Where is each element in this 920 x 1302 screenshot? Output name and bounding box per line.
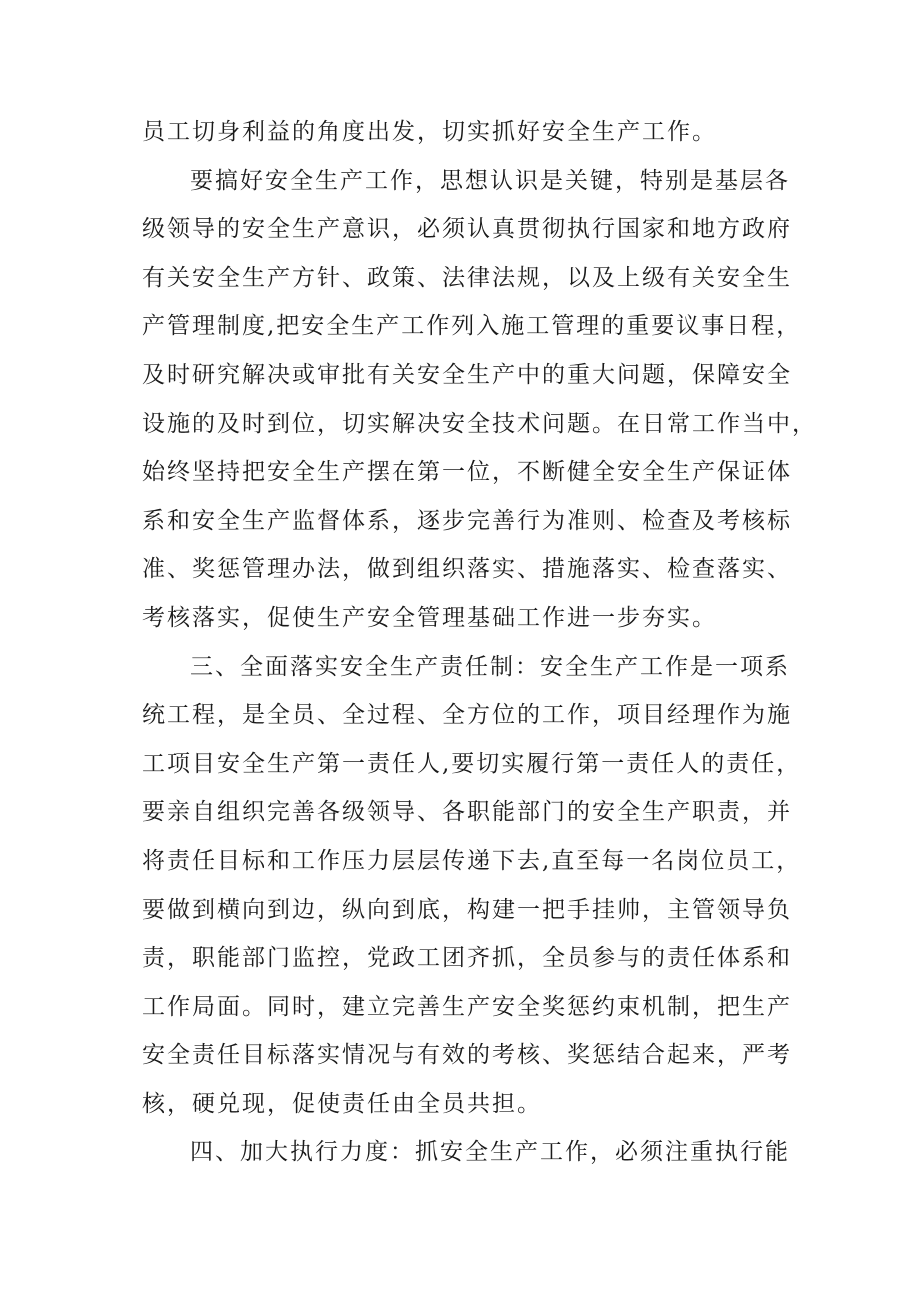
- paragraph-line: 要亲自组织完善各级领导、各职能部门的安全生产职责，并: [142, 799, 792, 826]
- paragraph-line: 要做到横向到边，纵向到底，构建一把手挂帅，主管领导负: [142, 896, 792, 923]
- paragraph-line: 始终坚持把安全生产摆在第一位，不断健全安全生产保证体: [142, 459, 792, 486]
- paragraph-line: 将责任目标和工作压力层层传递下去,直至每一名岗位员工，: [142, 847, 802, 874]
- paragraph-line: 及时研究解决或审批有关安全生产中的重大问题，保障安全: [142, 361, 792, 388]
- paragraph-line: 系和安全生产监督体系，逐步完善行为准则、检查及考核标: [142, 507, 792, 534]
- paragraph-line: 员工切身利益的角度出发，切实抓好安全生产工作。: [142, 119, 717, 145]
- paragraph-line: 产管理制度,把安全生产工作列入施工管理的重要议事日程，: [142, 313, 802, 340]
- paragraph-line: 准、奖惩管理办法，做到组织落实、措施落实、检查落实、: [142, 556, 792, 583]
- section-heading-line: 四、加大执行力度：抓安全生产工作，必须注重执行能: [190, 1139, 790, 1166]
- paragraph-line: 核，硬兑现，促使责任由全员共担。: [142, 1090, 542, 1117]
- paragraph-line: 有关安全生产方针、政策、法律法规，以及上级有关安全生: [142, 264, 792, 291]
- paragraph-line: 安全责任目标落实情况与有效的考核、奖惩结合起来，严考: [142, 1042, 792, 1069]
- paragraph-line: 工项目安全生产第一责任人,要切实履行第一责任人的责任，: [142, 750, 802, 777]
- paragraph-line: 要搞好安全生产工作，思想认识是关键，特别是基层各: [190, 167, 790, 194]
- paragraph-line: 考核落实，促使生产安全管理基础工作进一步夯实。: [142, 604, 717, 631]
- paragraph-line: 设施的及时到位，切实解决安全技术问题。在日常工作当中，: [142, 410, 817, 437]
- paragraph-line: 工作局面。同时，建立完善生产安全奖惩约束机制，把生产: [142, 993, 792, 1020]
- paragraph-line: 级领导的安全生产意识，必须认真贯彻执行国家和地方政府: [142, 216, 792, 243]
- paragraph-line: 统工程，是全员、全过程、全方位的工作，项目经理作为施: [142, 702, 792, 729]
- paragraph-line: 责，职能部门监控，党政工团齐抓，全员参与的责任体系和: [142, 945, 792, 972]
- document-body: [142, 108, 817, 1177]
- section-heading-line: 三、全面落实安全生产责任制：安全生产工作是一项系: [190, 653, 790, 680]
